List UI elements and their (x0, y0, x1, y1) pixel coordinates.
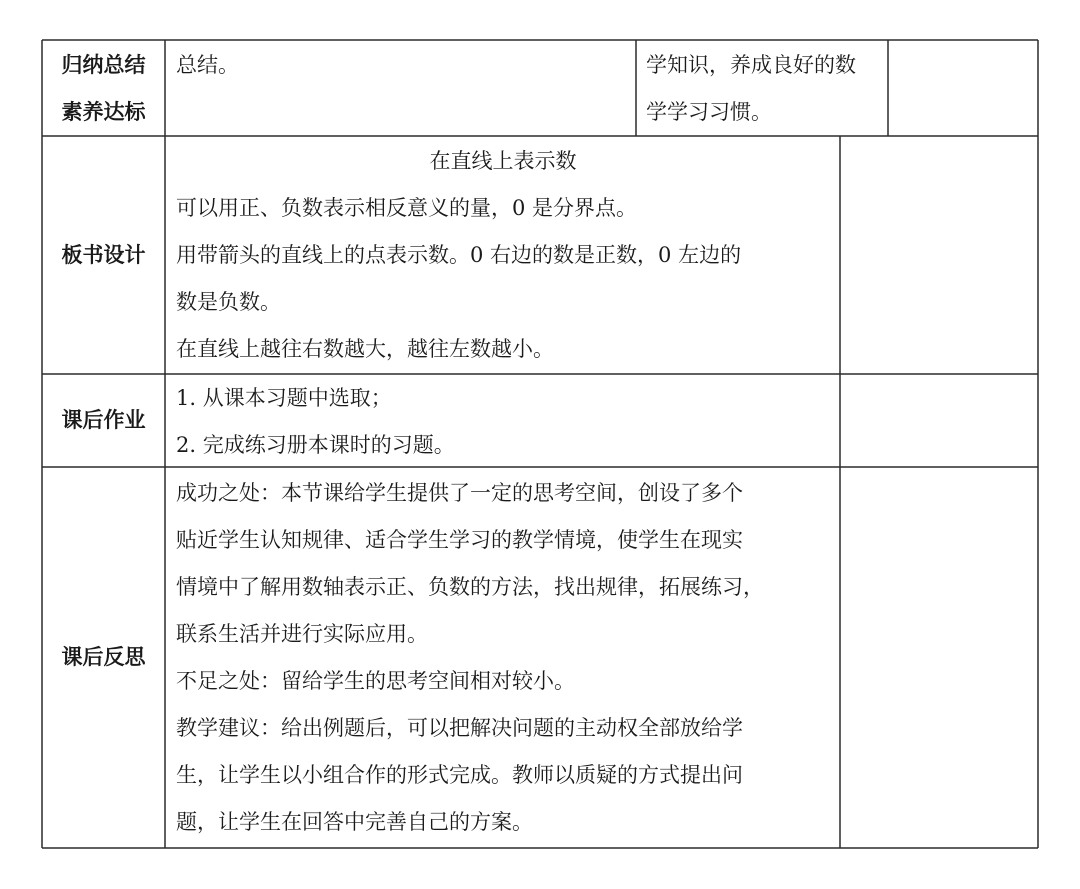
summary-goal (646, 42, 856, 136)
board-design-line-4: 在直线上越往右数越大，越往左数越小。 (176, 337, 554, 361)
summary-content (176, 42, 239, 89)
board-design-line-2: 用带箭头的直线上的点表示数。0 右边的数是正数，0 左边的 (176, 243, 742, 267)
summary-label-line-1: 归纳总结 (61, 53, 146, 77)
summary-goal-line-1: 学知识，养成良好的数 (646, 53, 856, 77)
summary-label-line-2: 素养达标 (61, 100, 146, 124)
homework-line-2: 2. 完成练习册本课时的习题。 (176, 433, 455, 457)
board-design-content (176, 138, 830, 373)
reflection-content (176, 470, 764, 846)
summary-content-text: 总结。 (176, 53, 239, 77)
reflection-line-6: 教学建议：给出例题后，可以把解决问题的主动权全部放给学 (176, 716, 743, 740)
reflection-line-7: 生，让学生以小组合作的形式完成。教师以质疑的方式提出问 (176, 763, 743, 787)
summary-label (42, 42, 165, 136)
reflection-label: 课后反思 (61, 645, 146, 669)
homework-content (176, 375, 455, 469)
reflection-line-5: 不足之处：留给学生的思考空间相对较小。 (176, 669, 575, 693)
summary-goal-line-2: 学学习习惯。 (646, 100, 772, 124)
board-design-title: 在直线上表示数 (429, 149, 577, 173)
reflection-line-2: 贴近学生认知规律、适合学生学习的教学情境，使学生在现实 (176, 528, 743, 552)
board-design-label: 板书设计 (61, 243, 146, 267)
homework-line-1: 1. 从课本习题中选取； (176, 386, 392, 410)
reflection-line-1: 成功之处：本节课给学生提供了一定的思考空间，创设了多个 (176, 481, 743, 505)
board-design-line-1: 可以用正、负数表示相反意义的量，0 是分界点。 (176, 196, 638, 220)
reflection-line-8: 题，让学生在回答中完善自己的方案。 (176, 810, 533, 834)
board-design-line-3: 数是负数。 (176, 290, 281, 314)
reflection-line-4: 联系生活并进行实际应用。 (176, 622, 428, 646)
reflection-line-3: 情境中了解用数轴表示正、负数的方法，找出规律，拓展练习， (176, 575, 764, 599)
homework-label: 课后作业 (61, 408, 146, 432)
